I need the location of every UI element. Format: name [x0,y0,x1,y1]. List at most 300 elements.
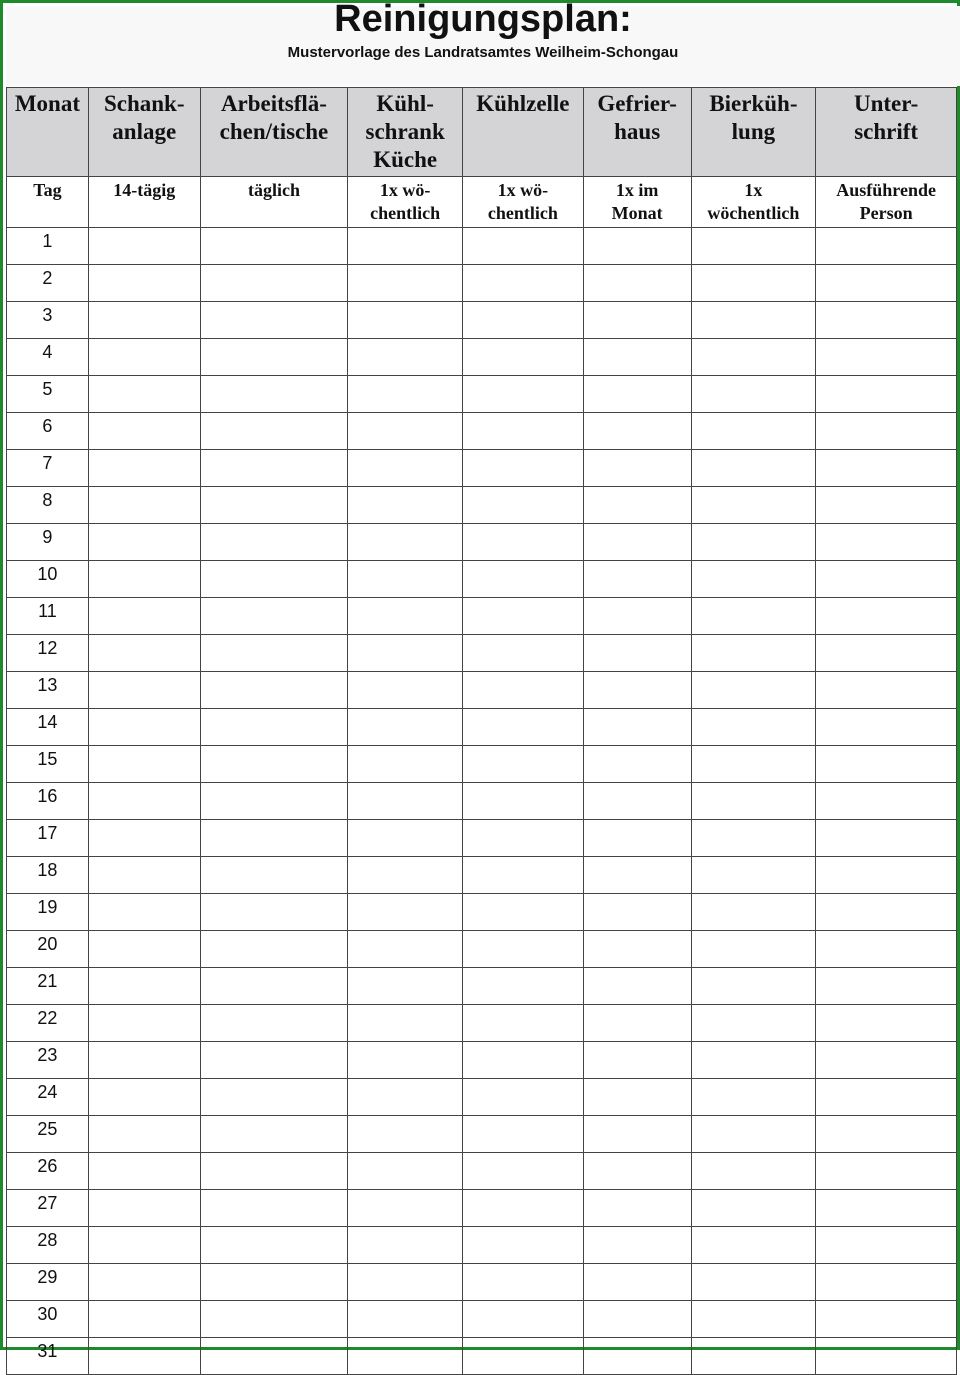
entry-cell[interactable] [463,1301,584,1338]
entry-cell[interactable] [691,709,816,746]
table-row [7,413,957,450]
column-header-label: Kühl- schrank Küche [365,91,445,172]
entry-cell[interactable] [463,635,584,672]
frequency-cell [7,177,89,228]
entry-cell[interactable] [816,1153,957,1190]
day-number: 6 [7,413,89,450]
entry-cell[interactable] [583,783,691,820]
entry-cell[interactable] [88,265,200,302]
entry-cell[interactable] [200,487,348,524]
entry-cell[interactable] [691,746,816,783]
entry-cell[interactable] [816,1116,957,1153]
day-number: 22 [7,1005,89,1042]
entry-cell[interactable] [691,894,816,931]
day-number: 28 [7,1227,89,1264]
entry-cell[interactable] [463,857,584,894]
day-number: 17 [7,820,89,857]
frequency-label: 1x wö- chentlich [487,180,558,223]
table-row [7,931,957,968]
entry-cell[interactable] [88,931,200,968]
entry-cell[interactable] [88,1264,200,1301]
table-row [7,265,957,302]
entry-cell[interactable] [583,1042,691,1079]
column-header-kitchen-fridge [348,88,463,177]
entry-cell[interactable] [200,228,348,265]
entry-cell[interactable] [200,1301,348,1338]
table-row [7,561,957,598]
entry-cell[interactable] [88,1005,200,1042]
entry-cell[interactable] [200,561,348,598]
entry-cell[interactable] [583,1227,691,1264]
day-rows [7,228,957,1375]
entry-cell[interactable] [691,635,816,672]
day-number: 30 [7,1301,89,1338]
entry-cell[interactable] [583,672,691,709]
entry-cell[interactable] [691,1116,816,1153]
entry-cell[interactable] [583,339,691,376]
entry-cell[interactable] [691,1042,816,1079]
entry-cell[interactable] [583,746,691,783]
entry-cell[interactable] [348,857,463,894]
table-row [7,894,957,931]
entry-cell[interactable] [348,1042,463,1079]
entry-cell[interactable] [200,968,348,1005]
table-row [7,376,957,413]
entry-cell[interactable] [463,1190,584,1227]
entry-cell[interactable] [691,857,816,894]
entry-cell[interactable] [88,894,200,931]
day-number: 7 [7,450,89,487]
frequency-row [7,177,957,228]
entry-cell[interactable] [200,598,348,635]
entry-cell[interactable] [816,1338,957,1375]
entry-cell[interactable] [463,894,584,931]
entry-cell[interactable] [583,1301,691,1338]
entry-cell[interactable] [463,746,584,783]
column-header-label: Unter- schrift [853,91,919,144]
entry-cell[interactable] [691,1190,816,1227]
entry-cell[interactable] [348,413,463,450]
entry-cell[interactable] [691,450,816,487]
entry-cell[interactable] [583,1264,691,1301]
entry-cell[interactable] [463,339,584,376]
entry-cell[interactable] [348,709,463,746]
document-header [6,0,960,86]
entry-cell[interactable] [200,746,348,783]
entry-cell[interactable] [200,302,348,339]
entry-cell[interactable] [463,302,584,339]
entry-cell[interactable] [88,709,200,746]
entry-cell[interactable] [691,339,816,376]
entry-cell[interactable] [463,709,584,746]
entry-cell[interactable] [583,450,691,487]
column-header-freezer [583,88,691,177]
column-header-label: Gefrier- haus [597,91,677,144]
entry-cell[interactable] [816,894,957,931]
entry-cell[interactable] [583,1116,691,1153]
entry-cell[interactable] [88,746,200,783]
entry-cell[interactable] [463,1338,584,1375]
frequency-cell [583,177,691,228]
entry-cell[interactable] [200,783,348,820]
entry-cell[interactable] [816,1190,957,1227]
entry-cell[interactable] [348,1079,463,1116]
entry-cell[interactable] [200,339,348,376]
entry-cell[interactable] [583,1190,691,1227]
table-row [7,968,957,1005]
entry-cell[interactable] [88,1042,200,1079]
entry-cell[interactable] [348,1153,463,1190]
entry-cell[interactable] [463,968,584,1005]
entry-cell[interactable] [816,339,957,376]
entry-cell[interactable] [348,487,463,524]
entry-cell[interactable] [88,783,200,820]
entry-cell[interactable] [816,635,957,672]
table-row [7,228,957,265]
day-number: 25 [7,1116,89,1153]
entry-cell[interactable] [691,968,816,1005]
entry-cell[interactable] [88,968,200,1005]
entry-cell[interactable] [583,302,691,339]
day-number: 31 [7,1338,89,1375]
entry-cell[interactable] [816,450,957,487]
entry-cell[interactable] [200,1190,348,1227]
entry-cell[interactable] [691,1227,816,1264]
entry-cell[interactable] [583,413,691,450]
entry-cell[interactable] [463,228,584,265]
table-row [7,1005,957,1042]
day-number: 3 [7,302,89,339]
entry-cell[interactable] [88,1301,200,1338]
entry-cell[interactable] [348,635,463,672]
entry-cell[interactable] [200,1005,348,1042]
frequency-label: 1x wöchentlich [707,180,800,223]
entry-cell[interactable] [463,1042,584,1079]
entry-cell[interactable] [816,561,957,598]
entry-cell[interactable] [88,302,200,339]
entry-cell[interactable] [463,561,584,598]
entry-cell[interactable] [88,487,200,524]
entry-cell[interactable] [463,413,584,450]
frequency-label: Tag [33,180,62,200]
entry-cell[interactable] [816,709,957,746]
entry-cell[interactable] [583,709,691,746]
entry-cell[interactable] [88,635,200,672]
entry-cell[interactable] [463,265,584,302]
entry-cell[interactable] [816,524,957,561]
entry-cell[interactable] [200,376,348,413]
entry-cell[interactable] [348,672,463,709]
entry-cell[interactable] [691,413,816,450]
frequency-cell [816,177,957,228]
entry-cell[interactable] [348,931,463,968]
entry-cell[interactable] [583,894,691,931]
frequency-label: 14-tägig [113,180,176,200]
frequency-label: 1x wö- chentlich [370,180,441,223]
frequency-label: 1x im Monat [611,180,663,223]
entry-cell[interactable] [816,265,957,302]
day-number: 9 [7,524,89,561]
entry-cell[interactable] [200,450,348,487]
entry-cell[interactable] [463,672,584,709]
entry-cell[interactable] [463,1153,584,1190]
frequency-cell [348,177,463,228]
entry-cell[interactable] [691,561,816,598]
table-row [7,339,957,376]
entry-cell[interactable] [816,228,957,265]
day-number: 20 [7,931,89,968]
entry-cell[interactable] [691,820,816,857]
entry-cell[interactable] [816,746,957,783]
entry-cell[interactable] [200,1338,348,1375]
table-row [7,709,957,746]
entry-cell[interactable] [348,339,463,376]
entry-cell[interactable] [200,1079,348,1116]
entry-cell[interactable] [691,524,816,561]
entry-cell[interactable] [88,598,200,635]
entry-cell[interactable] [691,598,816,635]
entry-cell[interactable] [816,1264,957,1301]
entry-cell[interactable] [583,1079,691,1116]
entry-cell[interactable] [88,561,200,598]
day-number: 13 [7,672,89,709]
entry-cell[interactable] [463,1005,584,1042]
entry-cell[interactable] [691,1005,816,1042]
entry-cell[interactable] [200,265,348,302]
entry-cell[interactable] [88,450,200,487]
column-header-month [7,88,89,177]
column-header-label: Monat [14,91,81,116]
day-number: 5 [7,376,89,413]
day-number: 24 [7,1079,89,1116]
entry-cell[interactable] [691,302,816,339]
entry-cell[interactable] [88,524,200,561]
day-number: 12 [7,635,89,672]
entry-cell[interactable] [691,783,816,820]
table-row [7,1227,957,1264]
day-number: 16 [7,783,89,820]
entry-cell[interactable] [816,783,957,820]
entry-cell[interactable] [583,1005,691,1042]
table-row [7,1264,957,1301]
entry-cell[interactable] [348,1338,463,1375]
entry-cell[interactable] [348,1301,463,1338]
entry-cell[interactable] [583,561,691,598]
entry-cell[interactable] [583,376,691,413]
entry-cell[interactable] [583,820,691,857]
entry-cell[interactable] [200,524,348,561]
entry-cell[interactable] [463,376,584,413]
entry-cell[interactable] [691,672,816,709]
entry-cell[interactable] [816,931,957,968]
frequency-cell [691,177,816,228]
table-row [7,1042,957,1079]
entry-cell[interactable] [348,1116,463,1153]
entry-cell[interactable] [816,1042,957,1079]
entry-cell[interactable] [88,1116,200,1153]
entry-cell[interactable] [348,450,463,487]
entry-cell[interactable] [463,524,584,561]
entry-cell[interactable] [583,265,691,302]
entry-cell[interactable] [816,1079,957,1116]
entry-cell[interactable] [200,1116,348,1153]
entry-cell[interactable] [348,524,463,561]
entry-cell[interactable] [583,931,691,968]
table-row [7,1116,957,1153]
entry-cell[interactable] [348,561,463,598]
entry-cell[interactable] [348,894,463,931]
entry-cell[interactable] [348,968,463,1005]
entry-cell[interactable] [816,376,957,413]
entry-cell[interactable] [816,820,957,857]
entry-cell[interactable] [348,1190,463,1227]
entry-cell[interactable] [583,228,691,265]
entry-cell[interactable] [348,265,463,302]
entry-cell[interactable] [348,1005,463,1042]
entry-cell[interactable] [88,339,200,376]
entry-cell[interactable] [200,1227,348,1264]
entry-cell[interactable] [348,598,463,635]
entry-cell[interactable] [816,672,957,709]
entry-cell[interactable] [200,1264,348,1301]
column-header-label: Arbeitsflä- chen/tische [219,91,329,144]
table-row [7,672,957,709]
entry-cell[interactable] [348,1227,463,1264]
column-header-tap-system [88,88,200,177]
entry-cell[interactable] [816,1227,957,1264]
entry-cell[interactable] [691,376,816,413]
entry-cell[interactable] [88,1190,200,1227]
entry-cell[interactable] [691,1153,816,1190]
entry-cell[interactable] [348,376,463,413]
entry-cell[interactable] [88,1338,200,1375]
entry-cell[interactable] [463,931,584,968]
table-row [7,302,957,339]
day-number: 1 [7,228,89,265]
entry-cell[interactable] [691,1301,816,1338]
entry-cell[interactable] [463,820,584,857]
entry-cell[interactable] [816,413,957,450]
entry-cell[interactable] [691,1338,816,1375]
entry-cell[interactable] [583,598,691,635]
entry-cell[interactable] [583,968,691,1005]
column-header-label: Bierküh- lung [709,91,798,144]
column-header-label: Kühlzelle [476,91,570,116]
entry-cell[interactable] [88,228,200,265]
frequency-label: täglich [247,180,300,200]
entry-cell[interactable] [691,228,816,265]
column-header-signature [816,88,957,177]
entry-cell[interactable] [583,1338,691,1375]
entry-cell[interactable] [816,857,957,894]
entry-cell[interactable] [200,894,348,931]
entry-cell[interactable] [200,1153,348,1190]
entry-cell[interactable] [691,1079,816,1116]
entry-cell[interactable] [816,1005,957,1042]
entry-cell[interactable] [463,1227,584,1264]
entry-cell[interactable] [463,487,584,524]
entry-cell[interactable] [816,302,957,339]
day-number: 2 [7,265,89,302]
entry-cell[interactable] [463,1079,584,1116]
table-row [7,1338,957,1375]
entry-cell[interactable] [583,635,691,672]
page-subtitle: Mustervorlage des Landratsamtes Weilheim-Schongau [287,44,679,61]
day-number: 11 [7,598,89,635]
entry-cell[interactable] [583,524,691,561]
entry-cell[interactable] [348,228,463,265]
entry-cell[interactable] [691,487,816,524]
entry-cell[interactable] [583,487,691,524]
table-row [7,635,957,672]
column-header-beer-cooling [691,88,816,177]
day-number: 21 [7,968,89,1005]
entry-cell[interactable] [348,1264,463,1301]
entry-cell[interactable] [583,1153,691,1190]
entry-cell[interactable] [200,1042,348,1079]
entry-cell[interactable] [200,672,348,709]
entry-cell[interactable] [691,265,816,302]
entry-cell[interactable] [816,598,957,635]
table-row [7,524,957,561]
entry-cell[interactable] [463,1116,584,1153]
table-row [7,746,957,783]
entry-cell[interactable] [88,857,200,894]
entry-cell[interactable] [200,413,348,450]
entry-cell[interactable] [88,1079,200,1116]
entry-cell[interactable] [88,376,200,413]
entry-cell[interactable] [200,857,348,894]
entry-cell[interactable] [200,709,348,746]
entry-cell[interactable] [348,746,463,783]
day-number: 14 [7,709,89,746]
table-row [7,1301,957,1338]
entry-cell[interactable] [463,783,584,820]
entry-cell[interactable] [200,931,348,968]
entry-cell[interactable] [88,413,200,450]
entry-cell[interactable] [200,635,348,672]
entry-cell[interactable] [200,820,348,857]
entry-cell[interactable] [463,598,584,635]
entry-cell[interactable] [463,450,584,487]
day-number: 10 [7,561,89,598]
table-row [7,1079,957,1116]
entry-cell[interactable] [88,1227,200,1264]
entry-cell[interactable] [88,1153,200,1190]
entry-cell[interactable] [691,1264,816,1301]
cleaning-schedule-table [6,87,957,1375]
entry-cell[interactable] [583,857,691,894]
day-number: 27 [7,1190,89,1227]
frequency-cell [88,177,200,228]
entry-cell[interactable] [348,302,463,339]
entry-cell[interactable] [348,783,463,820]
entry-cell[interactable] [816,968,957,1005]
entry-cell[interactable] [816,487,957,524]
table-row [7,1153,957,1190]
entry-cell[interactable] [88,672,200,709]
table-row [7,783,957,820]
column-header-cold-room [463,88,584,177]
entry-cell[interactable] [816,1301,957,1338]
entry-cell[interactable] [463,1264,584,1301]
day-number: 29 [7,1264,89,1301]
entry-cell[interactable] [691,931,816,968]
day-number: 15 [7,746,89,783]
entry-cell[interactable] [88,820,200,857]
table-row [7,1190,957,1227]
entry-cell[interactable] [348,820,463,857]
